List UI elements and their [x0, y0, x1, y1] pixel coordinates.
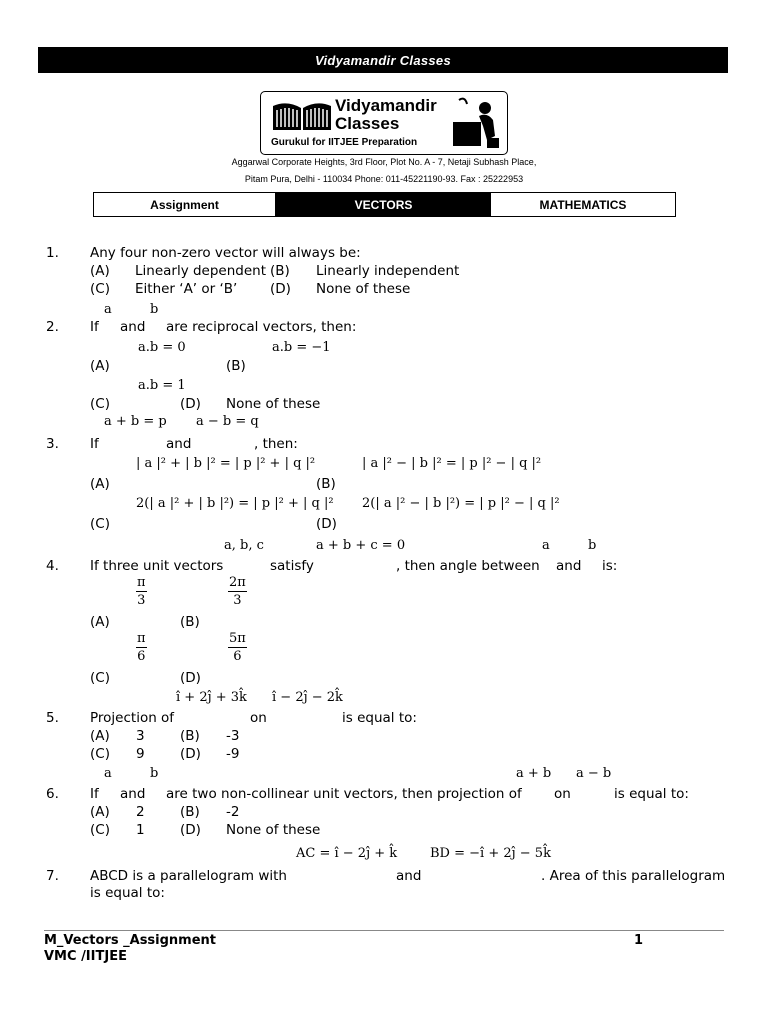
q4-option-a-num: π	[137, 575, 146, 590]
q2-option-a-label: (A)	[90, 358, 110, 374]
q6-option-a-label: (A)	[90, 804, 110, 820]
q5-option-c: 9	[136, 746, 145, 762]
q2-text: are reciprocal vectors, then:	[166, 319, 357, 335]
q5-vector-2: î − 2ĵ − 2k̂	[272, 690, 343, 705]
q4-vectors: a, b, c	[224, 538, 264, 553]
q5-number: 5.	[46, 710, 59, 726]
q3-if: If	[90, 436, 99, 452]
q1-option-c-label: (C)	[90, 281, 110, 297]
q6-vector-b: b	[150, 766, 159, 781]
footer-divider	[44, 930, 724, 931]
q4-option-c-label: (C)	[90, 670, 110, 686]
section-tabs	[93, 192, 676, 217]
logo-tagline: Gurukul for IITJEE Preparation	[271, 137, 418, 148]
q4-option-c	[136, 632, 147, 664]
q5-option-b: -3	[226, 728, 240, 744]
q1-option-a-label: (A)	[90, 263, 110, 279]
address-line-1: Aggarwal Corporate Heights, 3rd Floor, Plot No. A - 7, Netaji Subhash Place,	[231, 157, 537, 167]
q7-text-3: is equal to:	[90, 885, 165, 901]
q4-option-a-label: (A)	[90, 614, 110, 630]
book-icon	[271, 100, 333, 132]
q5-option-c-label: (C)	[90, 746, 110, 762]
q3-option-a-label: (A)	[90, 476, 110, 492]
q6-vector-2: a − b	[576, 766, 612, 781]
q4-text-3: , then angle between	[396, 558, 540, 574]
q6-option-c: 1	[136, 822, 145, 838]
q3-option-c: 2(| a |² + | b |²) = | p |² + | q |²	[136, 496, 334, 511]
q2-option-b: a.b = −1	[272, 340, 331, 355]
q2-vector-a: a	[104, 302, 112, 317]
q3-option-d-label: (D)	[316, 516, 337, 532]
footer-org: VMC /IITJEE	[44, 949, 127, 964]
q7-text-1: ABCD is a parallelogram with	[90, 868, 287, 884]
q6-vector-a: a	[104, 766, 112, 781]
q6-if: If	[90, 786, 99, 802]
q3-then: , then:	[254, 436, 298, 452]
q4-option-a	[136, 576, 147, 608]
logo	[260, 91, 508, 155]
q3-option-d: 2(| a |² − | b |²) = | p |² − | q |²	[362, 496, 560, 511]
q4-text-1: If three unit vectors	[90, 558, 224, 574]
q3-condition-1: a + b = p	[104, 414, 167, 429]
q5-option-a: 3	[136, 728, 145, 744]
q4-option-c-num: π	[137, 631, 146, 646]
q6-option-b: -2	[226, 804, 240, 820]
q5-option-d: -9	[226, 746, 240, 762]
q5-vector-1: î + 2ĵ + 3k̂	[176, 690, 247, 705]
tab-vectors: VECTORS	[276, 193, 491, 216]
footer-doc-title: M_Vectors _Assignment	[44, 933, 217, 948]
q6-text-1: are two non-collinear unit vectors, then projection of	[166, 786, 522, 802]
q2-vector-b: b	[150, 302, 159, 317]
logo-name-line2: Classes	[335, 114, 400, 133]
q2-number: 2.	[46, 319, 59, 335]
student-desk-icon	[451, 96, 503, 150]
q4-is: is:	[602, 558, 618, 574]
q4-number: 4.	[46, 558, 59, 574]
q3-option-b-label: (B)	[316, 476, 336, 492]
address-line-2: Pitam Pura, Delhi - 110034 Phone: 011-45221190-93. Fax : 25222953	[244, 174, 524, 184]
q6-option-d: None of these	[226, 822, 321, 838]
q3-number: 3.	[46, 436, 59, 452]
q4-text-2: satisfy	[270, 558, 314, 574]
q3-condition-2: a − b = q	[196, 414, 259, 429]
header-bar	[38, 47, 728, 73]
q3-option-a: | a |² + | b |² = | p |² + | q |²	[136, 456, 316, 471]
q1-option-b-label: (B)	[270, 263, 290, 279]
q6-vector-1: a + b	[516, 766, 552, 781]
q2-if: If	[90, 319, 99, 335]
q2-option-b-label: (B)	[226, 358, 246, 374]
q4-option-b-num: 2π	[229, 575, 246, 590]
q5-text-2: is equal to:	[342, 710, 417, 726]
q4-option-d-label: (D)	[180, 670, 201, 686]
q1-option-c: Either ‘A’ or ‘B’	[135, 281, 238, 297]
q1-option-d-label: (D)	[270, 281, 291, 297]
tab-assignment: Assignment	[94, 193, 276, 216]
q2-option-a: a.b = 0	[138, 340, 186, 355]
q2-option-d-label: (D)	[180, 396, 201, 412]
q1-number: 1.	[46, 245, 59, 261]
q1-option-b: Linearly independent	[316, 263, 460, 279]
q3-option-c-label: (C)	[90, 516, 110, 532]
q4-and: and	[556, 558, 582, 574]
q4-vector-a: a	[542, 538, 550, 553]
q4-option-d-den: 6	[233, 649, 242, 664]
q3-option-b: | a |² − | b |² = | p |² − | q |²	[362, 456, 542, 471]
q2-option-d: None of these	[226, 396, 321, 412]
q6-text-2: is equal to:	[614, 786, 689, 802]
q7-vector-bd: BD = −î + 2ĵ − 5k̂	[430, 846, 551, 861]
q6-option-b-label: (B)	[180, 804, 200, 820]
q7-and: and	[396, 868, 422, 884]
q4-option-b-label: (B)	[180, 614, 200, 630]
q2-option-c: a.b = 1	[138, 378, 186, 393]
q7-text-2: . Area of this parallelogram	[541, 868, 726, 884]
q4-condition: a + b + c = 0	[316, 538, 406, 553]
q6-option-c-label: (C)	[90, 822, 110, 838]
q5-on: on	[250, 710, 267, 726]
q1-option-d: None of these	[316, 281, 411, 297]
q4-vector-b: b	[588, 538, 597, 553]
q4-option-b-den: 3	[233, 593, 242, 608]
q2-and: and	[120, 319, 146, 335]
q5-option-b-label: (B)	[180, 728, 200, 744]
q6-and: and	[120, 786, 146, 802]
q5-option-d-label: (D)	[180, 746, 201, 762]
q6-option-a: 2	[136, 804, 145, 820]
q4-option-c-den: 6	[137, 649, 146, 664]
footer-page-number: 1	[634, 933, 644, 948]
header-bar-title: Vidyamandir Classes	[314, 53, 451, 68]
q7-vector-ac: AC = î − 2ĵ + k̂	[296, 846, 398, 861]
q4-option-d-num: 5π	[229, 631, 246, 646]
tab-mathematics: MATHEMATICS	[539, 197, 627, 212]
q6-on: on	[554, 786, 571, 802]
q4-option-b	[228, 576, 247, 608]
q5-option-a-label: (A)	[90, 728, 110, 744]
logo-name-line1: Vidyamandir	[335, 96, 437, 115]
q6-number: 6.	[46, 786, 59, 802]
q5-text-1: Projection of	[90, 710, 175, 726]
q1-option-a: Linearly dependent	[135, 263, 267, 279]
q6-option-d-label: (D)	[180, 822, 201, 838]
q4-option-a-den: 3	[137, 593, 146, 608]
q7-number: 7.	[46, 868, 59, 884]
q1-text: Any four non-zero vector will always be:	[90, 245, 361, 261]
q3-and: and	[166, 436, 192, 452]
q2-option-c-label: (C)	[90, 396, 110, 412]
q4-option-d	[228, 632, 247, 664]
